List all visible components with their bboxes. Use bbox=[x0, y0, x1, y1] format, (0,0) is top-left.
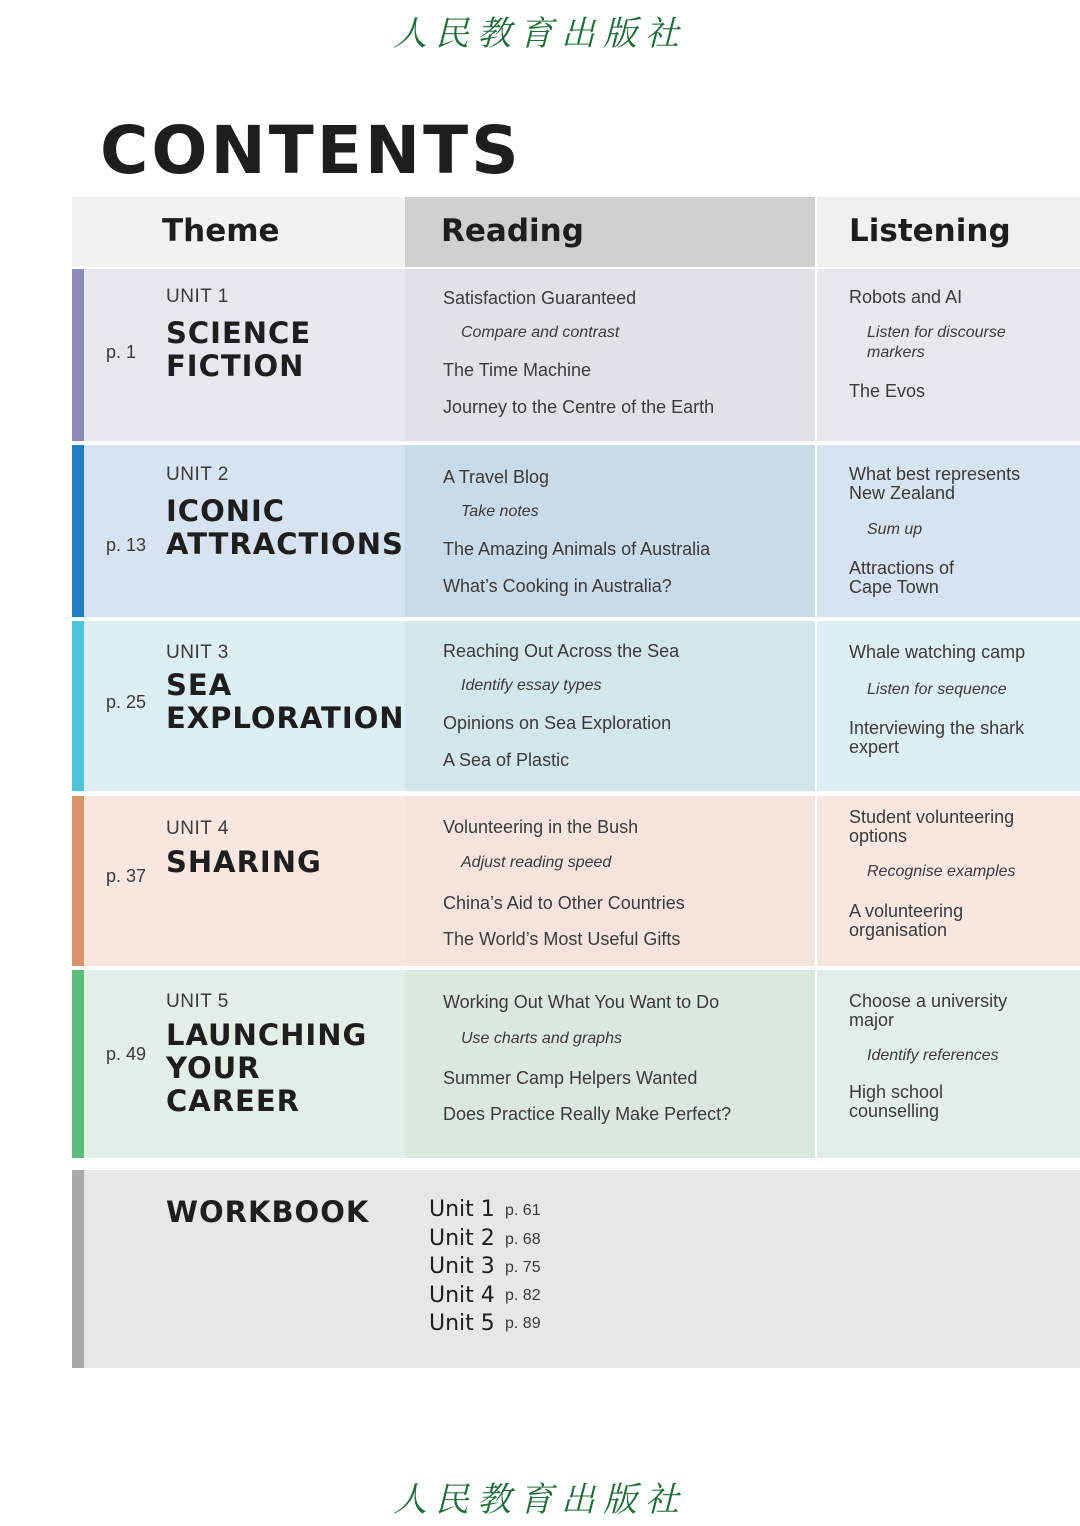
reading-skill: Compare and contrast bbox=[461, 324, 620, 341]
workbook-unit[interactable]: Unit 3 bbox=[429, 1254, 495, 1279]
header-theme bbox=[72, 197, 405, 267]
listening-item[interactable]: Student volunteering options bbox=[849, 807, 1015, 846]
unit-name-line: YOUR bbox=[166, 1051, 261, 1085]
listening-item[interactable]: A volunteering organisation bbox=[849, 901, 964, 940]
theme-cell bbox=[84, 796, 405, 966]
unit-name-line: ICONIC bbox=[166, 494, 286, 528]
reading-item[interactable]: Does Practice Really Make Perfect? bbox=[443, 1104, 732, 1124]
reading-cell bbox=[405, 621, 815, 791]
workbook-page: p. 82 bbox=[505, 1287, 541, 1304]
workbook-page: p. 89 bbox=[505, 1315, 541, 1332]
reading-item[interactable]: Working Out What You Want to Do bbox=[443, 992, 720, 1012]
page-ref: p. 25 bbox=[106, 692, 147, 712]
unit-label: UNIT 3 bbox=[166, 642, 229, 663]
header-reading-label: Reading bbox=[441, 213, 584, 249]
unit-label: UNIT 1 bbox=[166, 286, 229, 307]
reading-item[interactable]: Reaching Out Across the Sea bbox=[443, 641, 680, 661]
unit-name bbox=[166, 1019, 367, 1118]
reading-item[interactable]: Volunteering in the Bush bbox=[443, 817, 639, 837]
unit-color-bar bbox=[72, 269, 84, 441]
listening-item[interactable]: Choose a university major bbox=[849, 991, 1008, 1030]
reading-item[interactable]: China’s Aid to Other Countries bbox=[443, 893, 685, 913]
unit-name bbox=[166, 669, 405, 735]
header-listening bbox=[817, 197, 1080, 267]
workbook-page: p. 61 bbox=[505, 1202, 541, 1219]
unit-label: UNIT 2 bbox=[166, 464, 229, 485]
unit-row-1[interactable] bbox=[72, 269, 1080, 441]
reading-item[interactable]: What’s Cooking in Australia? bbox=[443, 576, 672, 596]
page-title: CONTENTS bbox=[100, 112, 522, 189]
publisher-logo-top: 人民教育出版社 bbox=[393, 14, 687, 54]
reading-skill: Use charts and graphs bbox=[461, 1030, 622, 1047]
workbook-unit[interactable]: Unit 5 bbox=[429, 1311, 495, 1336]
publisher-logo-bottom: 人民教育出版社 bbox=[393, 1480, 687, 1520]
reading-cell bbox=[405, 796, 815, 966]
listening-cell bbox=[817, 796, 1080, 966]
reading-item[interactable]: Summer Camp Helpers Wanted bbox=[443, 1068, 698, 1088]
reading-item[interactable]: The Time Machine bbox=[443, 360, 592, 380]
workbook-page: p. 75 bbox=[505, 1259, 541, 1276]
unit-name-line: SCIENCE bbox=[166, 316, 312, 350]
unit-name-line: ATTRACTIONS bbox=[166, 527, 404, 561]
header-reading bbox=[405, 197, 815, 267]
table-header bbox=[72, 197, 1080, 267]
listening-item[interactable]: The Evos bbox=[849, 381, 926, 401]
header-theme-label: Theme bbox=[162, 213, 280, 249]
unit-name-line: SEA bbox=[166, 668, 233, 702]
unit-row-3[interactable] bbox=[72, 621, 1080, 791]
unit-name-line: LAUNCHING bbox=[166, 1018, 368, 1052]
unit-color-bar bbox=[72, 796, 84, 966]
workbook-unit[interactable]: Unit 1 bbox=[429, 1197, 495, 1222]
page-ref: p. 13 bbox=[106, 535, 147, 555]
listening-item[interactable]: Whale watching camp bbox=[849, 642, 1026, 662]
listening-item[interactable]: Attractions of Cape Town bbox=[849, 558, 955, 597]
reading-item[interactable]: Journey to the Centre of the Earth bbox=[443, 397, 715, 417]
unit-color-bar bbox=[72, 621, 84, 791]
workbook-unit[interactable]: Unit 4 bbox=[429, 1283, 495, 1308]
workbook-row[interactable] bbox=[72, 1170, 1080, 1368]
listening-skill: Recognise examples bbox=[867, 863, 1016, 880]
workbook-page: p. 68 bbox=[505, 1231, 541, 1248]
unit-label: UNIT 5 bbox=[166, 991, 229, 1012]
reading-item[interactable]: The Amazing Animals of Australia bbox=[443, 539, 711, 559]
listening-skill: Listen for sequence bbox=[867, 681, 1007, 698]
unit-row-5[interactable] bbox=[72, 970, 1080, 1158]
unit-label: UNIT 4 bbox=[166, 818, 229, 839]
theme-cell bbox=[84, 269, 405, 441]
unit-name-line: EXPLORATION bbox=[166, 701, 405, 735]
reading-skill: Identify essay types bbox=[461, 677, 602, 694]
workbook-unit[interactable]: Unit 2 bbox=[429, 1226, 495, 1251]
unit-color-bar bbox=[72, 970, 84, 1158]
reading-item[interactable]: The World’s Most Useful Gifts bbox=[443, 929, 681, 949]
reading-item[interactable]: Opinions on Sea Exploration bbox=[443, 713, 672, 733]
reading-cell bbox=[405, 970, 815, 1158]
reading-skill: Take notes bbox=[461, 503, 539, 520]
listening-item[interactable]: High school counselling bbox=[849, 1082, 944, 1121]
reading-item[interactable]: Satisfaction Guaranteed bbox=[443, 288, 637, 308]
page-ref: p. 37 bbox=[106, 866, 147, 886]
theme-cell bbox=[84, 970, 405, 1158]
theme-cell bbox=[84, 445, 405, 617]
header-listening-label: Listening bbox=[849, 213, 1011, 249]
page-ref: p. 49 bbox=[106, 1044, 147, 1064]
listening-cell bbox=[817, 621, 1080, 791]
listening-item[interactable]: Robots and AI bbox=[849, 287, 963, 307]
workbook-cell bbox=[84, 1170, 1080, 1368]
listening-skill: Identify references bbox=[867, 1047, 999, 1064]
listening-cell bbox=[817, 970, 1080, 1158]
unit-name: SHARING bbox=[166, 845, 322, 879]
listening-item[interactable]: Interviewing the shark expert bbox=[849, 718, 1025, 757]
workbook-title: WORKBOOK bbox=[166, 1195, 370, 1229]
unit-row-2[interactable] bbox=[72, 445, 1080, 617]
listening-cell bbox=[817, 445, 1080, 617]
reading-cell bbox=[405, 269, 815, 441]
unit-name bbox=[166, 495, 404, 561]
unit-name-line: FICTION bbox=[166, 349, 305, 383]
unit-color-bar bbox=[72, 445, 84, 617]
theme-cell bbox=[84, 621, 405, 791]
listening-item[interactable]: What best represents New Zealand bbox=[849, 464, 1021, 503]
reading-item[interactable]: A Sea of Plastic bbox=[443, 750, 570, 770]
reading-item[interactable]: A Travel Blog bbox=[443, 467, 550, 487]
reading-skill: Adjust reading speed bbox=[461, 854, 612, 871]
unit-row-4[interactable] bbox=[72, 796, 1080, 966]
listening-skill: Sum up bbox=[867, 521, 923, 538]
unit-name bbox=[166, 317, 311, 383]
page-ref: p. 1 bbox=[106, 342, 137, 362]
listening-skill: Listen for discourse markers bbox=[867, 324, 1006, 361]
unit-name-line: CAREER bbox=[166, 1084, 301, 1118]
listening-cell bbox=[817, 269, 1080, 441]
reading-cell bbox=[405, 445, 815, 617]
workbook-color-bar bbox=[72, 1170, 84, 1368]
